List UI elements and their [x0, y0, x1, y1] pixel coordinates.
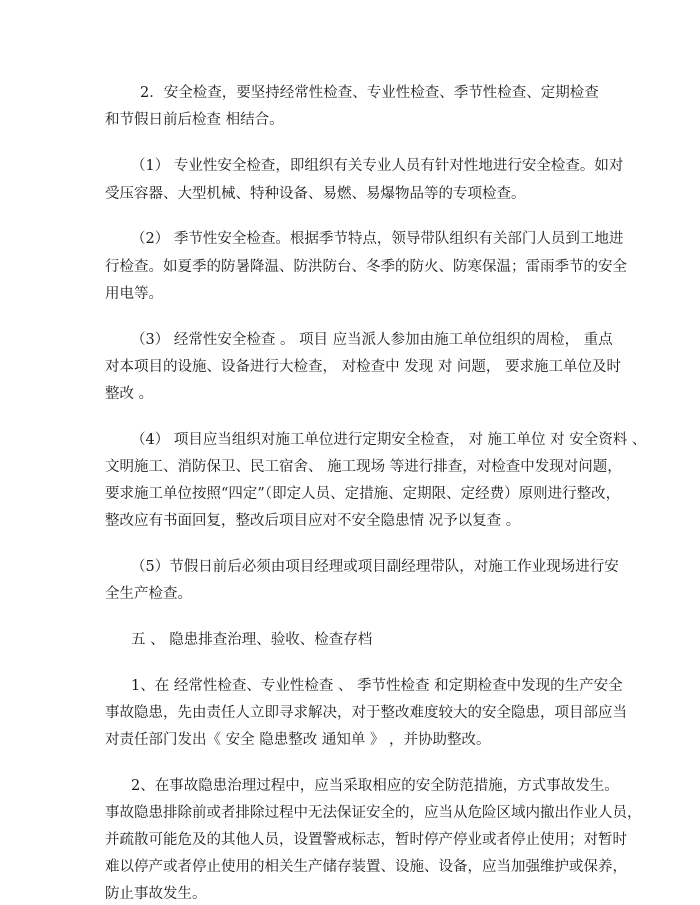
paragraph-4-line-1: （3） 经常性安全检查 。 项目 应当派人参加由施工单位组织的周检， 重点: [131, 332, 613, 348]
paragraph-6-line-2: 全生产检查。: [105, 586, 192, 602]
paragraph-9-line-4: 难以停产或者停止使用的相关生产储存装置、设施、设备，应当加强维护或保养，: [105, 859, 627, 875]
paragraph-4-line-2: 对本项目的设施、设备进行大检查， 对检查中 发现 对 问题， 要求施工单位及时: [105, 359, 622, 375]
paragraph-5-line-3: 要求施工单位按照“四定”（即定人员、定措施、定期限、定经费）原则进行整改，: [105, 486, 621, 502]
paragraph-9-line-3: 并疏散可能危及的其他人员，设置警戒标志，暂时停产停业或者停止使用；对暂时: [105, 832, 627, 848]
paragraph-3-line-1: （2） 季节性安全检查。根据季节特点，领导带队组织有关部门人员到工地进: [131, 231, 624, 247]
paragraph-8-line-3: 对责任部门发出《 安全 隐患整改 通知单 》 ，并协助整改。: [105, 732, 491, 748]
paragraph-5-line-2: 文明施工、消防保卫、民工宿舍、 施工现场 等进行排查，对检查中发现对问题，: [105, 459, 622, 475]
paragraph-8-line-2: 事故隐患，先由责任人立即寻求解决，对于整改难度较大的安全隐患，项目部应当: [105, 705, 627, 721]
paragraph-5-line-1: （4） 项目应当组织对施工单位进行定期安全检查， 对 施工单位 对 安全资料 、: [131, 432, 647, 448]
paragraph-5-line-4: 整改应有书面回复，整改后项目应对不安全隐患情 况予以复查 。: [105, 513, 521, 529]
paragraph-9-line-1: 2、在事故隐患治理过程中，应当采取相应的安全防范措施，方式事故发生。: [131, 778, 619, 794]
section-heading-text: 五 、 隐患排查治理、验收、检查存档: [131, 632, 373, 648]
paragraph-3-line-3: 用电等。: [105, 286, 163, 302]
paragraph-6-line-1: （5）节假日前后必须由项目经理或项目副经理带队，对施工作业现场进行安: [131, 559, 619, 575]
paragraph-9-line-2: 事故隐患排除前或者排除过程中无法保证安全的，应当从危险区域内撤出作业人员，: [105, 805, 642, 821]
paragraph-2-line-2: 受压容器、大型机械、特种设备、易燃、易爆物品等的专项检查。: [105, 186, 526, 202]
paragraph-2-line-1: （1） 专业性安全检查，即组织有关专业人员有针对性地进行安全检查。如对: [131, 158, 624, 174]
paragraph-1-line-1: 2．安全检查，要坚持经常性检查、专业性检查、季节性检查、定期检查: [140, 85, 599, 101]
paragraph-8-line-1: 1、在 经常性检查、专业性检查 、 季节性检查 和定期检查中发现的生产安全: [131, 678, 623, 694]
paragraph-4-line-3: 整改 。: [105, 386, 154, 402]
paragraph-3-line-2: 行检查。如夏季的防暑降温、防洪防台、冬季的防火、防寒保温；雷雨季节的安全: [105, 259, 627, 275]
paragraph-1-line-2: 和节假日前后检查 相结合。: [105, 112, 284, 128]
paragraph-9-line-5: 防止事故发生。: [105, 886, 207, 902]
